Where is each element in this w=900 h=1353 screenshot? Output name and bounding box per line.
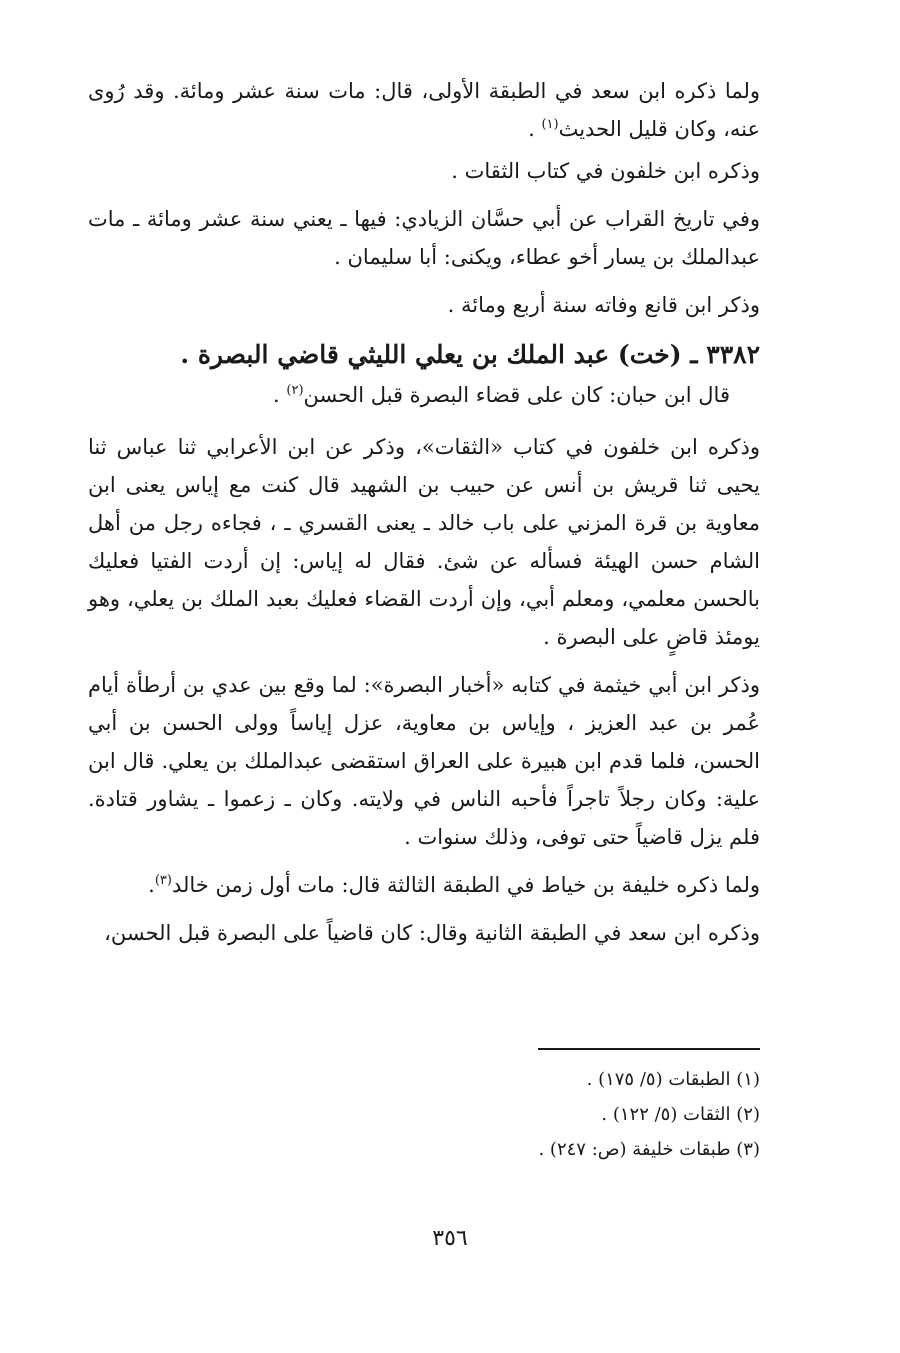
paragraph: [88, 866, 760, 914]
top-text-block: [88, 72, 760, 962]
paragraph-text: وفي تاريخ القراب عن أبي حسَّان الزيادي: فيها ـ يعني سنة عشر ومائة ـ مات عبدالملك بن يسار أخو عطاء، ويكنى: أبا سليمان .: [88, 207, 760, 269]
paragraph-text: ولما ذكره ابن سعد في الطبقة الأولى، قال: مات سنة عشر ومائة. وقد رُوى عنه، وكان قليل الحديث: [88, 79, 760, 141]
entry-heading: ٣٣٨٢ ـ (خت) عبد الملك بن يعلي الليثي قاضي البصرة .: [180, 340, 760, 369]
footnote-marker: (١): [541, 117, 559, 132]
paragraph-text: وذكره ابن خلفون في كتاب «الثقات»، وذكر عن ابن الأعرابي ثنا عباس ثنا يحيى ثنا قريش بن أنس عن حبيب بن الشهيد قال كنت مع إياس يعنى ابن معاوية بن قرة المزني على باب خالد ـ يعنى القسري ـ ، فجاءه رجل من أهل الشام حسن الهيئة فسأله عن شئ. فقال له إياس: إن أردت الفتيا فعليك بالحسن معلمي، ومعلم أبي، وإن أردت القضاء فعليك بعبد الملك بن يعلي، وهو يومئذ قاضٍ على البصرة .: [88, 435, 760, 649]
paragraph: [88, 152, 760, 200]
paragraph-text: وذكر ابن أبي خيثمة في كتابه «أخبار البصرة»: لما وقع بين عدي بن أرطأة أيام عُمر بن عبد العزيز ، وإياس بن معاوية، عزل إياساً وولى الحسن بن أبي الحسن، فلما قدم ابن هبيرة على العراق استقضى عبدالملك بن يعلي. قال ابن علية: وكان رجلاً تاجراً فأحبه الناس في ولايته. وكان ـ زعموا ـ يشاور قتادة. فلم يزل قاضياً حتى توفى، وذلك سنوات .: [88, 673, 760, 849]
footnote-marker: (٢): [286, 383, 304, 398]
paragraph-text: وذكر ابن قانع وفاته سنة أربع ومائة .: [447, 293, 760, 317]
paragraph: [88, 666, 760, 866]
entry-first-line: [88, 376, 760, 428]
paragraph-text: ولما ذكره خليفة بن خياط في الطبقة الثالثة قال: مات أول زمن خالد: [171, 873, 760, 897]
footnote: (١) الطبقات (٥/ ١٧٥) .: [586, 1069, 760, 1090]
footnote-marker: (٣): [154, 873, 172, 888]
entry-first-line-tail: .: [273, 383, 287, 407]
paragraph: [88, 914, 760, 962]
footnotes: [88, 1063, 760, 1168]
paragraph: [88, 72, 760, 152]
paragraph-tail: .: [148, 873, 155, 897]
paragraph-text: وذكره ابن خلفون في كتاب الثقات .: [451, 159, 760, 183]
footnote-separator: [538, 1048, 760, 1050]
page-number: ٣٥٦: [432, 1226, 468, 1251]
paragraph-tail: .: [528, 117, 542, 141]
entry-first-line-text: قال ابن حبان: كان على قضاء البصرة قبل الحسن: [303, 383, 730, 407]
paragraph: [88, 200, 760, 286]
paragraph: [88, 428, 760, 666]
footnote: (٣) طبقات خليفة (ص: ٢٤٧) .: [538, 1139, 760, 1160]
footnote: (٢) الثقات (٥/ ١٢٢) .: [601, 1104, 760, 1125]
paragraph: [88, 286, 760, 334]
paragraph-text: وذكره ابن سعد في الطبقة الثانية وقال: كان قاضياً على البصرة قبل الحسن،: [104, 921, 760, 945]
